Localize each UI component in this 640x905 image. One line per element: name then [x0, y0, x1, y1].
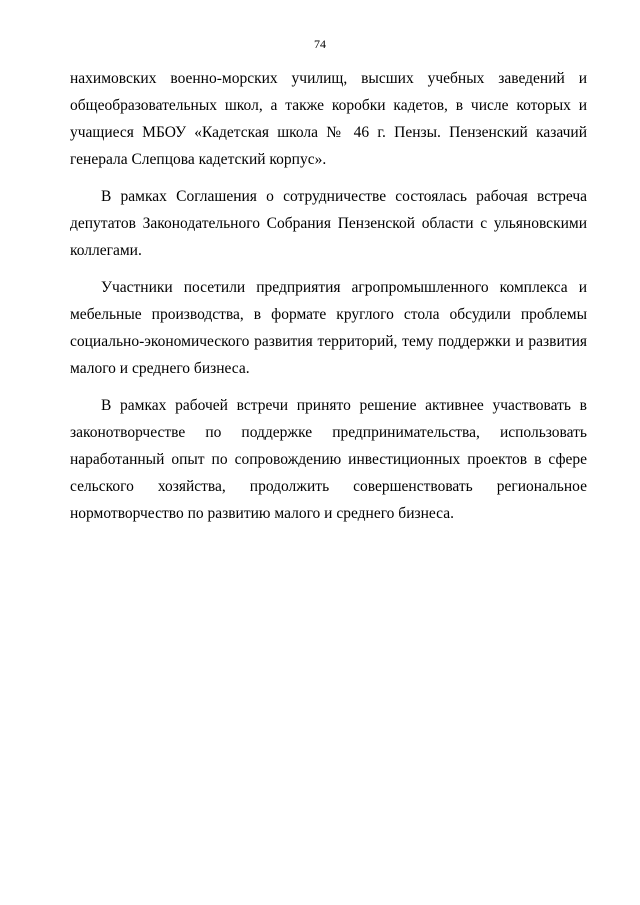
document-body: [70, 65, 587, 537]
paragraph-continuation: нахимовских военно-морских училищ, высших учебных заведений и общеобразовательных школ, а также коробки кадетов, в числе которых и учащиеся МБОУ «Кадетская школа № 46 г. Пензы. Пензенский казачий генерала Слепцова кадетский корпус».: [70, 70, 587, 168]
paragraph-meeting-decision: В рамках рабочей встречи принято решение активнее участвовать в законотворчестве по поддержке предпринимательства, использовать наработанный опыт по сопровождению инвестиционных проектов в сфере сельского хозяйства, продолжить совершенствовать региональное нормотворчество по развитию малого и среднего бизнеса.: [70, 397, 587, 522]
paragraph-cooperation-agreement: В рамках Соглашения о сотрудничестве состоялась рабочая встреча депутатов Законодательного Собрания Пензенской области с ульяновскими коллегами.: [70, 188, 587, 259]
paragraph-participants-visit: Участники посетили предприятия агропромышленного комплекса и мебельные производства, в формате круглого стола обсудили проблемы социально-экономического развития территорий, тему поддержки и развития малого и среднего бизнеса.: [70, 279, 587, 377]
page-number: 74: [314, 37, 326, 51]
